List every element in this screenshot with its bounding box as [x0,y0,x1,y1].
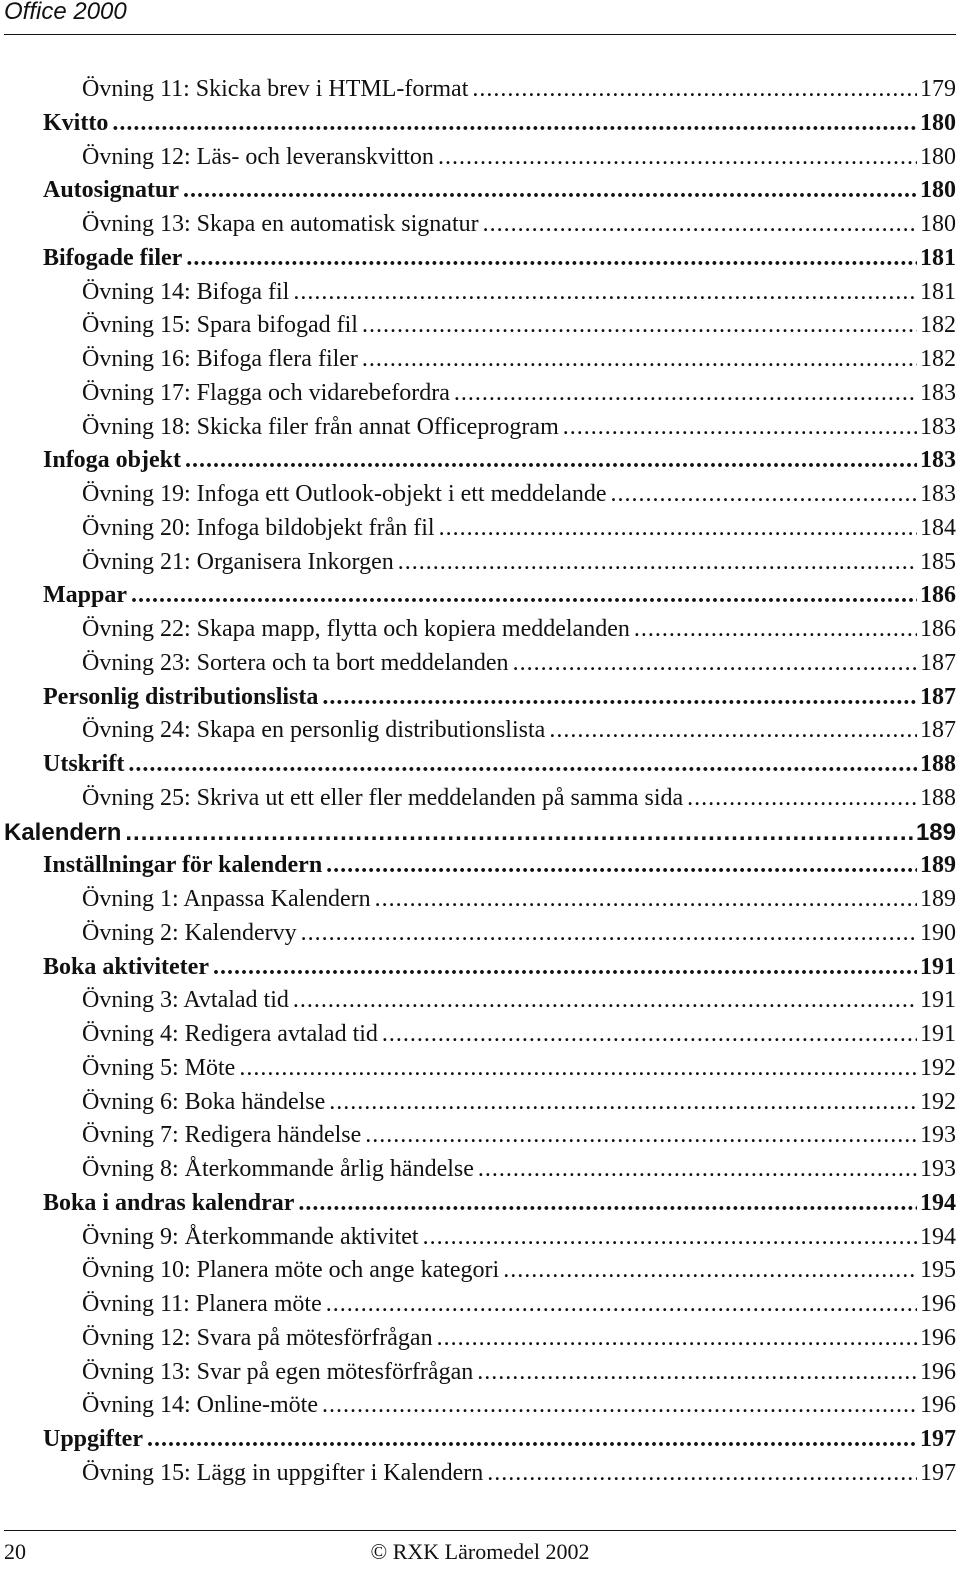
footer-copyright: © RXK Läromedel 2002 [370,1539,590,1564]
toc-entry-title: Övning 14: Online-möte [82,1392,318,1419]
toc-entry-title: Övning 11: Skicka brev i HTML-format [82,76,469,102]
toc-entry-page: 185 [920,548,956,575]
toc-entry-page: 192 [920,1088,956,1115]
toc-entry-title: Övning 13: Svar på egen mötesförfrågan [82,1358,474,1385]
toc-dot-leader [125,816,913,850]
toc-entry-exercise [0,208,960,242]
toc-entry-title: Övning 14: Bifoga fil [82,278,290,305]
toc-entry-page: 186 [920,616,956,642]
toc-entry-page: 188 [920,784,956,811]
toc-entry-section [0,849,960,883]
toc-entry-exercise [0,73,960,107]
toc-entry-page: 193 [920,1156,956,1182]
toc-dot-leader [634,613,917,647]
toc-entry-section [0,242,960,276]
toc-entry-page: 180 [920,143,956,170]
toc-entry-section [0,1423,960,1457]
toc-entry-exercise [0,309,960,343]
toc-entry-title: Övning 15: Spara bifogad fil [82,312,358,339]
toc-entry-page: 188 [920,751,956,777]
header-rule [4,34,956,35]
toc-entry-exercise [0,546,960,580]
toc-entry-title: Inställningar för kalendern [43,852,323,879]
toc-entry-title: Övning 19: Infoga ett Outlook-objekt i ett meddelande [82,481,607,507]
toc-entry-page: 183 [920,481,956,507]
toc-entry-page: 196 [920,1324,956,1351]
toc-entry-page: 187 [920,717,956,744]
toc-dot-leader [563,411,917,445]
footer-rule [4,1530,956,1531]
toc-entry-page: 191 [920,987,956,1014]
toc-entry-page: 179 [920,76,956,102]
toc-dot-leader [301,917,917,951]
toc-dot-leader [128,748,917,782]
toc-entry-page: 190 [920,919,956,946]
toc-entry-exercise [0,917,960,951]
toc-entry-section [0,579,960,613]
toc-entry-title: Övning 8: Återkommande årlig händelse [82,1156,474,1182]
toc-dot-leader [326,1288,917,1322]
toc-dot-leader [365,1119,917,1153]
toc-entry-title: Boka i andras kalendrar [43,1189,295,1216]
toc-entry-section [0,748,960,782]
toc-entry-page: 193 [920,1122,956,1149]
toc-entry-exercise [0,512,960,546]
toc-entry-title: Övning 10: Planera möte och ange kategori [82,1257,500,1284]
toc-dot-leader [375,883,917,917]
toc-entry-page: 191 [920,1021,956,1047]
toc-dot-leader [362,343,917,377]
toc-entry-exercise [0,478,960,512]
toc-entry-exercise [0,343,960,377]
toc-entry-page: 196 [920,1291,956,1317]
toc-entry-title: Bifogade filer [43,244,183,271]
toc-entry-page: 187 [920,649,956,676]
toc-entry-title: Övning 6: Boka händelse [82,1088,326,1115]
toc-dot-leader [472,73,917,107]
toc-entry-title: Övning 1: Anpassa Kalendern [82,886,371,912]
toc-entry-page: 183 [920,413,956,440]
toc-entry-title: Utskrift [43,751,125,777]
footer-page-number: 20 [4,1539,26,1564]
toc-dot-leader [183,174,917,208]
toc-entry-title: Övning 12: Svara på mötesförfrågan [82,1324,433,1351]
toc-entry-exercise [0,714,960,748]
toc-entry-title: Uppgifter [43,1426,143,1452]
toc-entry-exercise [0,1254,960,1288]
toc-entry-section [0,107,960,141]
toc-dot-leader [293,276,917,310]
toc-entry-page: 180 [920,177,956,204]
toc-entry-title: Övning 11: Planera möte [82,1291,322,1317]
running-header-title: Office 2000 [4,0,127,25]
toc-entry-title: Övning 21: Organisera Inkorgen [82,548,394,575]
toc-dot-leader [398,546,917,580]
toc-entry-exercise [0,1052,960,1086]
toc-entry-exercise [0,984,960,1018]
toc-dot-leader [611,478,917,512]
toc-entry-page: 189 [920,886,956,912]
toc-entry-title: Mappar [43,582,127,609]
toc-entry-title: Övning 17: Flagga och vidarebefordra [82,379,450,406]
toc-dot-leader [322,681,917,715]
toc-dot-leader [454,377,917,411]
toc-entry-title: Infoga objekt [43,447,182,474]
toc-dot-leader [549,714,917,748]
toc-entry-title: Övning 15: Lägg in uppgifter i Kalendern [82,1459,484,1486]
toc-entry-exercise [0,1018,960,1052]
toc-dot-leader [326,849,917,883]
toc-entry-page: 182 [920,312,956,339]
toc-entry-exercise [0,782,960,816]
toc-entry-exercise [0,377,960,411]
toc-dot-leader [478,1153,917,1187]
toc-dot-leader [293,984,917,1018]
toc-entry-page: 180 [920,109,956,136]
toc-entry-exercise [0,1288,960,1322]
toc-entry-exercise [0,276,960,310]
toc-dot-leader [131,579,917,613]
toc-entry-title: Övning 4: Redigera avtalad tid [82,1021,378,1047]
toc-entry-page: 187 [920,683,956,710]
toc-entry-page: 194 [920,1223,956,1250]
toc-dot-leader [437,1322,917,1356]
toc-entry-page: 184 [920,514,956,541]
toc-entry-title: Personlig distributionslista [43,683,319,710]
toc-entry-exercise [0,1457,960,1491]
toc-dot-leader [329,1086,917,1120]
toc-dot-leader [687,782,917,816]
toc-entry-title: Autosignatur [43,177,180,204]
toc-entry-section [0,951,960,985]
toc-entry-page: 196 [920,1392,956,1419]
toc-entry-section [0,444,960,478]
toc-entry-title: Övning 18: Skicka filer från annat Officeprogram [82,413,559,440]
toc-dot-leader [239,1052,917,1086]
toc-entry-page: 196 [920,1358,956,1385]
toc-entry-title: Kvitto [43,109,109,136]
toc-dot-leader [213,951,917,985]
toc-dot-leader [513,647,917,681]
toc-entry-exercise [0,883,960,917]
toc-entry-exercise [0,1086,960,1120]
toc-entry-section [0,174,960,208]
toc-entry-exercise [0,647,960,681]
toc-dot-leader [298,1187,917,1221]
toc-entry-title: Övning 16: Bifoga flera filer [82,346,358,372]
toc-entry-title: Boka aktiviteter [43,953,209,980]
toc-entry-page: 181 [920,278,956,305]
toc-entry-page: 181 [920,244,956,271]
toc-entry-page: 189 [915,818,956,846]
toc-entry-title: Övning 9: Återkommande aktivitet [82,1223,419,1250]
toc-entry-title: Kalendern [4,818,122,846]
toc-entry-title: Övning 20: Infoga bildobjekt från fil [82,514,435,541]
toc-dot-leader [477,1356,917,1390]
toc-entry-page: 182 [920,346,956,372]
toc-entry-page: 180 [920,211,956,237]
toc-dot-leader [439,512,917,546]
toc-entry-title: Övning 23: Sortera och ta bort meddelanden [82,649,509,676]
toc-entry-page: 186 [920,582,956,609]
toc-entry-exercise [0,1119,960,1153]
toc-entry-exercise [0,613,960,647]
toc-dot-leader [487,1457,917,1491]
table-of-contents [0,73,960,1491]
toc-entry-page: 194 [920,1189,956,1216]
toc-entry-title: Övning 13: Skapa en automatisk signatur [82,211,479,237]
toc-dot-leader [382,1018,917,1052]
toc-dot-leader [423,1221,917,1255]
toc-entry-exercise [0,1356,960,1390]
toc-entry-title: Övning 22: Skapa mapp, flytta och kopiera meddelanden [82,616,630,642]
toc-dot-leader [147,1423,917,1457]
toc-entry-exercise [0,1221,960,1255]
toc-entry-title: Övning 3: Avtalad tid [82,987,289,1014]
toc-entry-section [0,681,960,715]
toc-entry-page: 195 [920,1257,956,1284]
toc-entry-title: Övning 24: Skapa en personlig distributionslista [82,717,546,744]
toc-entry-title: Övning 25: Skriva ut ett eller fler meddelanden på samma sida [82,784,684,811]
toc-dot-leader [322,1389,917,1423]
toc-dot-leader [438,141,917,175]
toc-dot-leader [112,107,917,141]
toc-entry-exercise [0,411,960,445]
toc-dot-leader [503,1254,917,1288]
toc-entry-exercise [0,1153,960,1187]
toc-entry-page: 192 [920,1054,956,1081]
toc-dot-leader [186,242,917,276]
toc-entry-page: 183 [920,379,956,406]
toc-entry-exercise [0,1389,960,1423]
toc-entry-title: Övning 7: Redigera händelse [82,1122,362,1149]
toc-dot-leader [483,208,917,242]
toc-entry-page: 197 [920,1426,956,1452]
toc-entry-page: 183 [920,447,956,474]
toc-entry-title: Övning 2: Kalendervy [82,919,297,946]
toc-entry-title: Övning 5: Möte [82,1054,236,1081]
toc-entry-exercise [0,141,960,175]
toc-dot-leader [362,309,917,343]
toc-entry-section [0,1187,960,1221]
toc-entry-page: 197 [920,1459,956,1486]
toc-entry-page: 189 [920,852,956,879]
toc-entry-chapter [0,816,960,850]
toc-entry-exercise [0,1322,960,1356]
toc-entry-page: 191 [920,953,956,980]
toc-dot-leader [185,444,917,478]
toc-entry-title: Övning 12: Läs- och leveranskvitton [82,143,434,170]
